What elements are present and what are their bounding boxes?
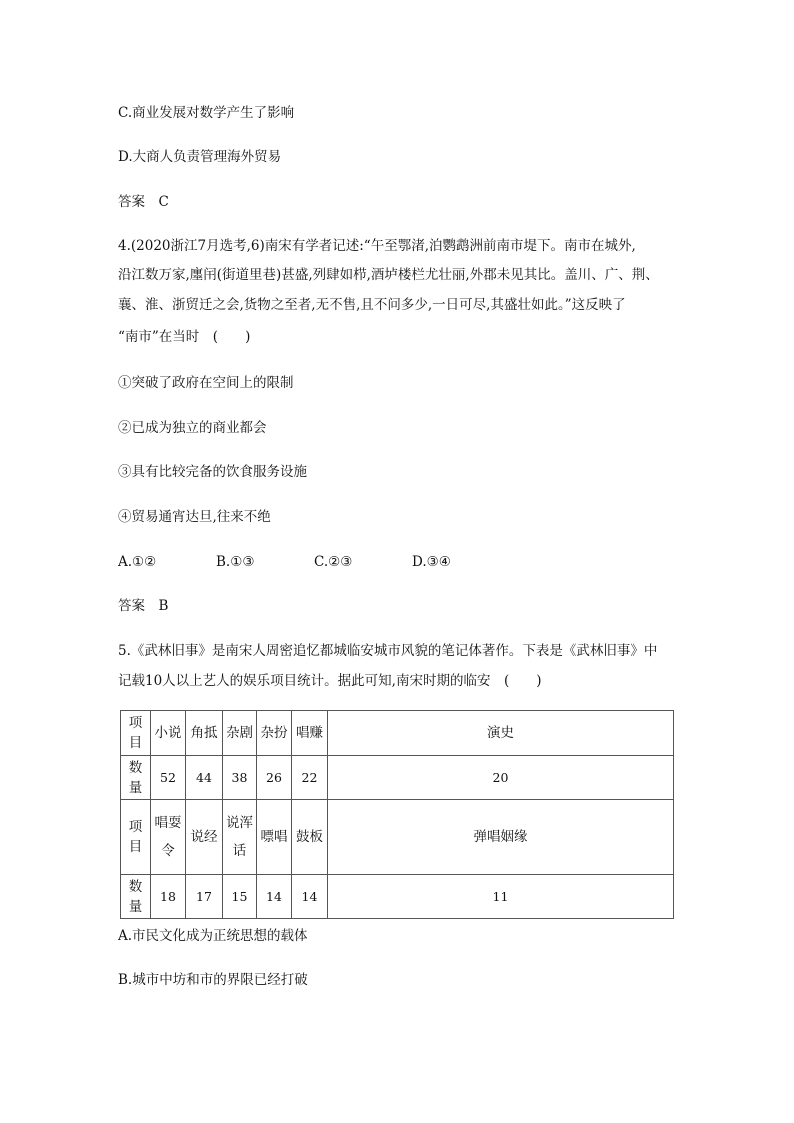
q4-statement-1: ①突破了政府在空间上的限制 — [118, 375, 294, 391]
table-cell: 14 — [292, 875, 328, 919]
q4-statement-2: ②已成为独立的商业都会 — [118, 420, 267, 436]
table-cell: 17 — [186, 875, 223, 919]
table-cell: 18 — [151, 875, 186, 919]
table-cell: 项目 — [121, 711, 151, 756]
q4-statement-4: ④贸易通宵达旦,往来不绝 — [118, 509, 271, 525]
q5-option-b: B.城市中坊和市的界限已经打破 — [118, 972, 308, 988]
table-cell: 杂扮 — [257, 711, 292, 756]
table-row — [121, 756, 674, 800]
table-cell: 数量 — [121, 875, 151, 919]
table-cell: 说浑话 — [223, 800, 257, 875]
q5-stem-line-2: 记载10人以上艺人的娱乐项目统计。据此可知,南宋时期的临安 ( ) — [118, 673, 542, 689]
table-cell: 唱赚 — [292, 711, 328, 756]
table-cell: 演史 — [328, 711, 674, 756]
table-row — [121, 875, 674, 919]
table-cell: 20 — [328, 756, 674, 800]
q4-stem-line-2: 沿江数万家,廛闬(街道里巷)甚盛,列肆如栉,酒垆楼栏尤壮丽,外郡未见其比。盖川、广、荆、 — [118, 267, 659, 283]
table-cell: 嘌唱 — [257, 800, 292, 875]
q4-stem-line-1: 4.(2020浙江7月选考,6)南宋有学者记述:“午至鄂渚,泊鹦鹉洲前南市堤下。南市在城外, — [118, 238, 636, 254]
table-cell: 38 — [223, 756, 257, 800]
q5-stem-line-1: 5.《武林旧事》是南宋人周密追忆都城临安城市风貌的笔记体著作。下表是《武林旧事》中 — [118, 643, 658, 659]
table-cell: 杂剧 — [223, 711, 257, 756]
table-cell: 角抵 — [186, 711, 223, 756]
table-cell: 小说 — [151, 711, 186, 756]
table-cell: 44 — [186, 756, 223, 800]
table-row — [121, 711, 674, 756]
q4-choice-a: A.①② — [118, 554, 157, 570]
table-cell: 22 — [292, 756, 328, 800]
q4-choice-d: D.③④ — [412, 554, 451, 570]
q4-choice-c: C.②③ — [314, 554, 353, 570]
table-row — [121, 800, 674, 875]
q4-answer: 答案 B — [118, 598, 169, 614]
q4-stem-line-4: “南市”在当时 ( ) — [118, 329, 251, 345]
table-cell: 26 — [257, 756, 292, 800]
table-cell: 项目 — [121, 800, 151, 875]
option-d-prev: D.大商人负责管理海外贸易 — [118, 149, 282, 165]
table-cell: 说经 — [186, 800, 223, 875]
q4-choice-b: B.①③ — [216, 554, 255, 570]
q4-stem-line-3: 襄、淮、浙贸迁之会,货物之至者,无不售,且不问多少,一日可尽,其盛壮如此。”这反映了 — [118, 297, 626, 313]
answer-prev: 答案 C — [118, 194, 169, 210]
table-cell: 数量 — [121, 756, 151, 800]
table-cell: 52 — [151, 756, 186, 800]
table-cell: 鼓板 — [292, 800, 328, 875]
table-cell: 弹唱姻缘 — [328, 800, 674, 875]
table-cell: 11 — [328, 875, 674, 919]
table-cell: 15 — [223, 875, 257, 919]
table-cell: 14 — [257, 875, 292, 919]
table-cell: 唱耍令 — [151, 800, 186, 875]
option-c-prev: C.商业发展对数学产生了影响 — [118, 105, 295, 121]
entertainment-stats-table — [120, 710, 674, 919]
q4-statement-3: ③具有比较完备的饮食服务设施 — [118, 464, 307, 480]
q5-option-a: A.市民文化成为正统思想的载体 — [118, 928, 308, 944]
